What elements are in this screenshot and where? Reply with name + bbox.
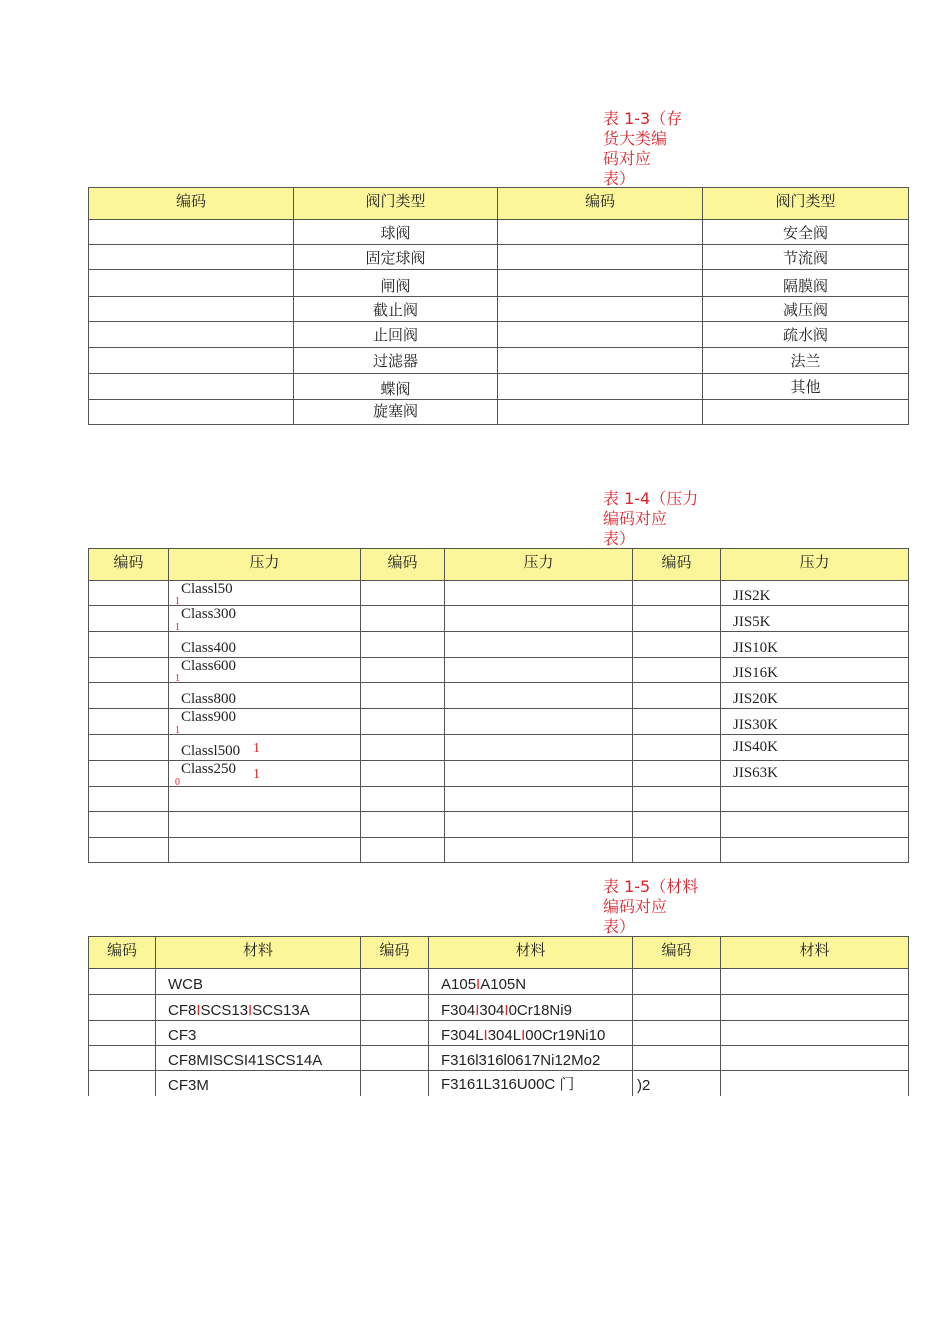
pressure-cell: JIS40K	[721, 735, 909, 761]
header-code: 编码	[361, 549, 445, 581]
table-header-row	[89, 188, 909, 220]
table-1-4	[88, 548, 909, 863]
table-row	[89, 735, 909, 761]
table-header-row	[89, 937, 909, 969]
material-code-cell: )2	[633, 1071, 721, 1111]
header-valve-type: 阀门类型	[703, 188, 909, 220]
pressure-cell: Class900 1	[169, 709, 361, 735]
material-cell: A105IA105N	[429, 969, 633, 995]
material-cell: F316l316l0617Ni12Mo2	[429, 1046, 633, 1071]
header-pressure: 压力	[445, 549, 633, 581]
table-1-5	[88, 936, 909, 1111]
pressure-cell: Class250 0 1	[169, 761, 361, 787]
table-row	[89, 632, 909, 658]
pressure-cell: Class400	[169, 632, 361, 658]
pressure-cell: JIS20K	[721, 683, 909, 709]
table-row	[89, 348, 909, 374]
table-row	[89, 969, 909, 995]
table-row	[89, 374, 909, 400]
valve-type-cell: 旋塞阀	[294, 400, 498, 425]
table-row	[89, 297, 909, 322]
material-cell: F304LI304LI00Cr19Ni10	[429, 1021, 633, 1046]
material-cell: CF8ISCS13ISCS13A	[156, 995, 361, 1021]
valve-type-cell: 止回阀	[294, 322, 498, 348]
pressure-cell: JIS63K	[721, 761, 909, 787]
material-cell: CF8MISCSI41SCS14A	[156, 1046, 361, 1071]
valve-type-cell: 疏水阀	[703, 322, 909, 348]
header-material: 材料	[429, 937, 633, 969]
valve-type-cell: 安全阀	[703, 220, 909, 245]
header-code: 编码	[89, 188, 294, 220]
pressure-cell: Classl50 1	[169, 581, 361, 606]
header-valve-type: 阀门类型	[294, 188, 498, 220]
table-1-3-caption: 表 1-3（存 货大类编 码对应 表）	[603, 109, 683, 188]
table-1-5-caption: 表 1-5（材料 编码对应 表）	[603, 877, 699, 936]
pressure-cell: JIS30K	[721, 709, 909, 735]
pressure-cell: JIS10K	[721, 632, 909, 658]
valve-type-cell: 减压阀	[703, 297, 909, 322]
table-row	[89, 1021, 909, 1046]
page-cutoff	[86, 1096, 910, 1156]
pressure-cell: JIS2K	[721, 581, 909, 606]
pressure-cell: Classl500 1	[169, 735, 361, 761]
table-row	[89, 683, 909, 709]
valve-type-cell: 截止阀	[294, 297, 498, 322]
pressure-cell: Class300 1	[169, 606, 361, 632]
header-pressure: 压力	[169, 549, 361, 581]
valve-type-cell	[703, 400, 909, 425]
valve-type-cell: 球阀	[294, 220, 498, 245]
material-cell: F3161L316U00C 门	[429, 1071, 633, 1111]
valve-type-cell: 节流阀	[703, 245, 909, 270]
material-cell: WCB	[156, 969, 361, 995]
table-1-4-caption: 表 1-4（压力 编码对应 表）	[603, 489, 699, 548]
footnote-mark: 1	[175, 725, 180, 735]
table-row	[89, 995, 909, 1021]
header-pressure: 压力	[721, 549, 909, 581]
table-row	[89, 322, 909, 348]
pressure-cell: JIS5K	[721, 606, 909, 632]
valve-type-cell: 闸阀	[294, 270, 498, 297]
pressure-cell: Class600 1	[169, 658, 361, 683]
header-code: 编码	[633, 937, 721, 969]
valve-type-cell: 隔膜阀	[703, 270, 909, 297]
table-row	[89, 606, 909, 632]
material-cell: CF3	[156, 1021, 361, 1046]
table-1-3	[88, 187, 909, 425]
pressure-cell: JIS16K	[721, 658, 909, 683]
valve-type-cell: 过滤器	[294, 348, 498, 374]
table-row	[89, 270, 909, 297]
material-cell: F304I304I0Cr18Ni9	[429, 995, 633, 1021]
table-header-row	[89, 549, 909, 581]
table-row	[89, 1046, 909, 1071]
valve-type-cell: 其他	[703, 374, 909, 400]
footnote-mark: 1	[175, 596, 180, 606]
header-code: 编码	[498, 188, 703, 220]
table-row	[89, 812, 909, 838]
table-row	[89, 220, 909, 245]
table-row	[89, 787, 909, 812]
footnote-mark: 1	[175, 622, 180, 632]
footnote-mark: 1	[175, 673, 180, 683]
header-code: 编码	[89, 549, 169, 581]
valve-type-cell: 蝶阀	[294, 374, 498, 400]
material-cell: CF3M	[156, 1071, 361, 1111]
header-code: 编码	[361, 937, 429, 969]
footnote-mark: 1	[253, 767, 260, 782]
footnote-mark: 0	[175, 777, 180, 787]
table-row	[89, 581, 909, 606]
table-row	[89, 709, 909, 735]
table-row	[89, 838, 909, 863]
footnote-mark: 1	[253, 741, 260, 756]
header-code: 编码	[89, 937, 156, 969]
table-row	[89, 245, 909, 270]
table-row	[89, 761, 909, 787]
table-row	[89, 400, 909, 425]
pressure-cell: Class800	[169, 683, 361, 709]
header-material: 材料	[156, 937, 361, 969]
header-material: 材料	[721, 937, 909, 969]
valve-type-cell: 法兰	[703, 348, 909, 374]
header-code: 编码	[633, 549, 721, 581]
table-row	[89, 658, 909, 683]
valve-type-cell: 固定球阀	[294, 245, 498, 270]
